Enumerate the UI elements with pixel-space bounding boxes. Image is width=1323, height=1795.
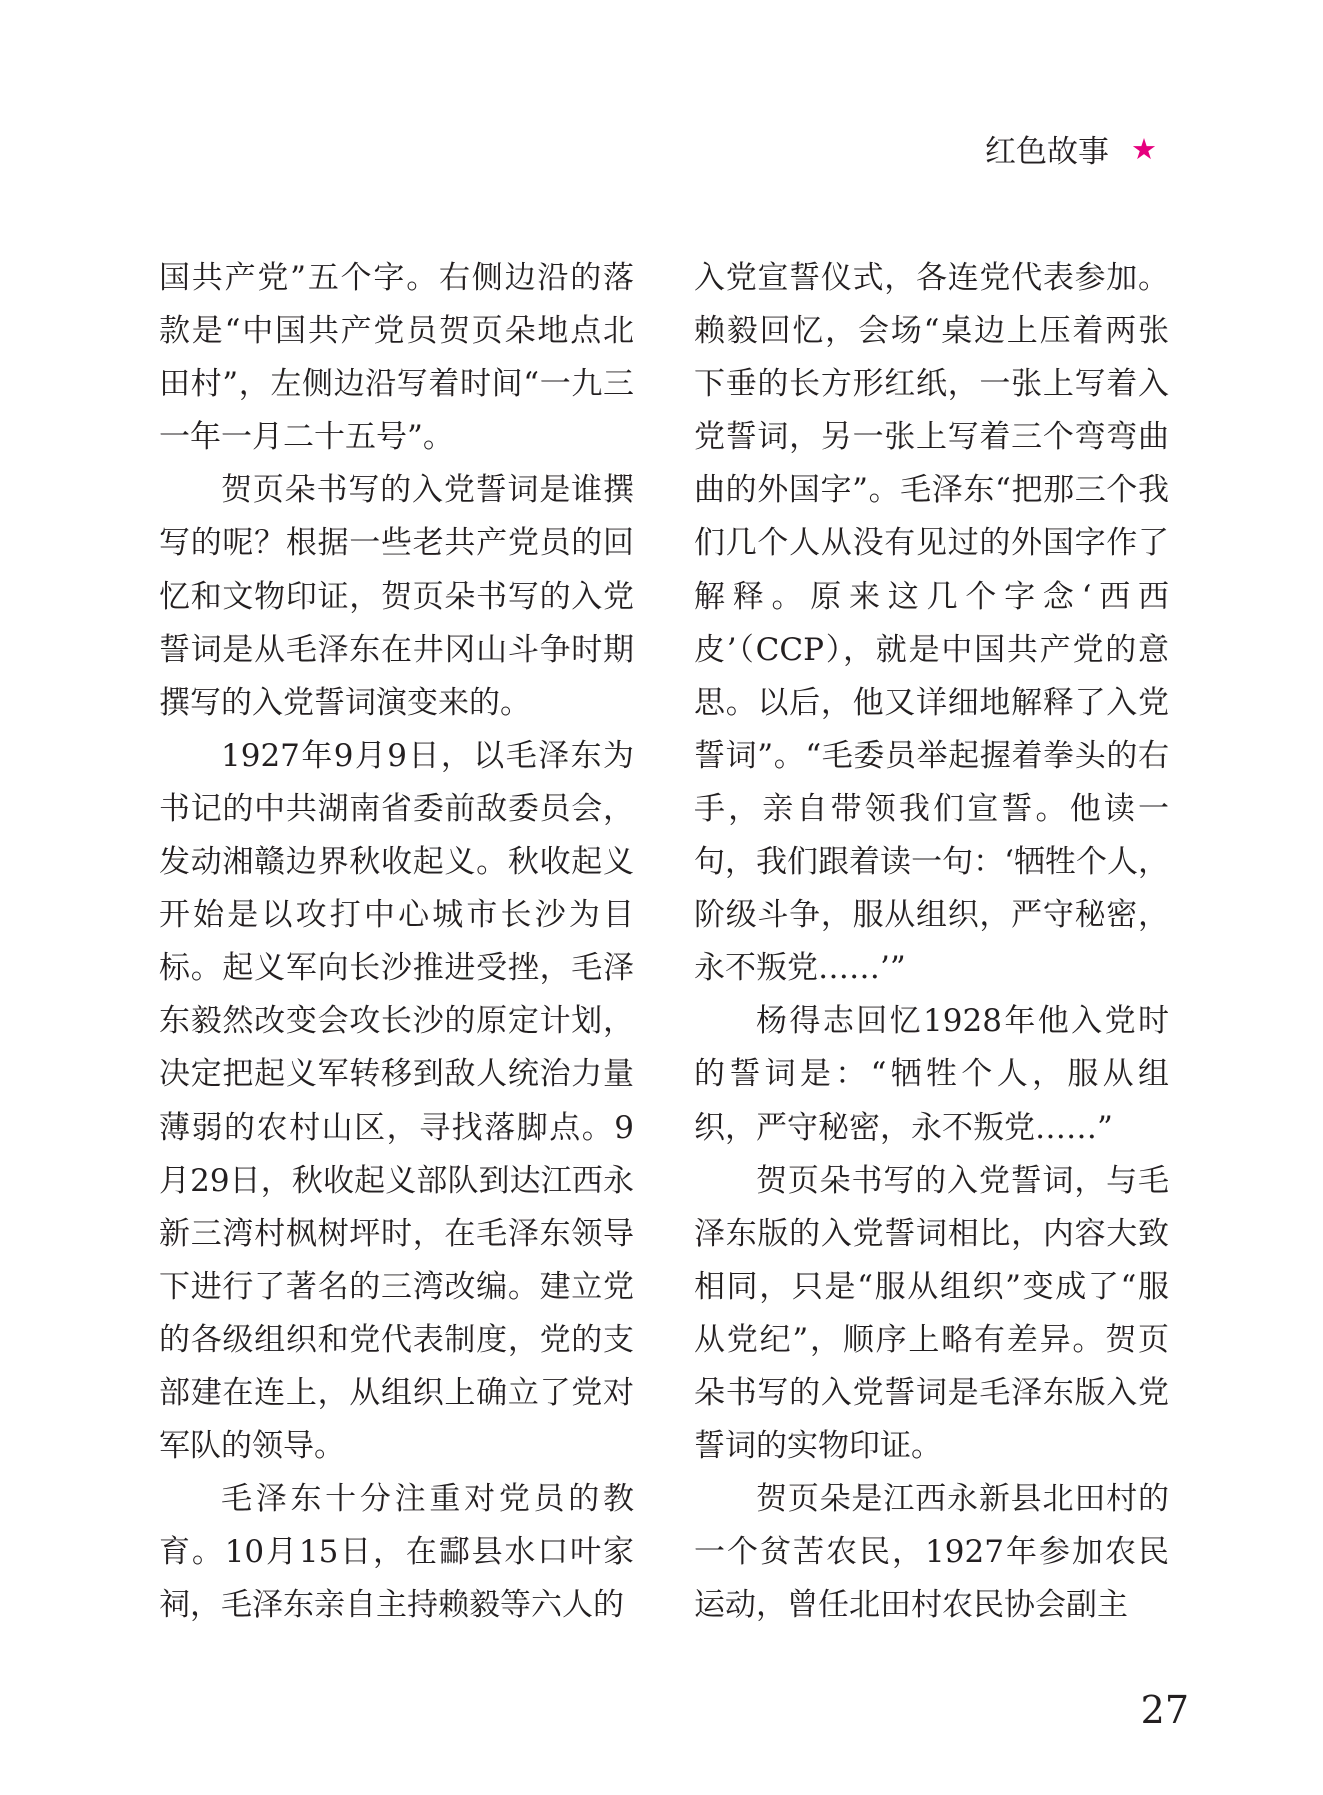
paragraph: 贺页朵是江西永新县北田村的一个贫苦农民，1927年参加农民运动，曾任北田村农民协会副主 xyxy=(694,1481,1169,1624)
star-icon: ★ xyxy=(1131,131,1157,166)
page-number: 27 xyxy=(1140,1688,1189,1732)
paragraph: 毛泽东十分注重对党员的教育。10月15日，在酃县水口叶家祠，毛泽东亲自主持赖毅等六人的 xyxy=(159,1481,634,1624)
right-column xyxy=(694,252,1169,1632)
paragraph: 入党宣誓仪式，各连党代表参加。赖毅回忆，会场“桌边上压着两张下垂的长方形红纸，一张上写着入党誓词，另一张上写着三个弯弯曲曲的外国字”。毛泽东“把那三个我们几个人从没有见过的外国字作了解释。原来这几个字念‘西西皮’（CCP），就是中国共产党的意思。以后，他又详细地解释了入党誓词”。“毛委员举起握着拳头的右手，亲自带领我们宣誓。他读一句，我们跟着读一句：‘牺牲个人，阶级斗争，服从组织，严守秘密，永不叛党……’” xyxy=(694,260,1169,987)
section-title: 红色故事 xyxy=(985,134,1109,170)
paragraph: 杨得志回忆1928年他入党时的誓词是：“牺牲个人，服从组织，严守秘密，永不叛党……” xyxy=(694,1003,1169,1146)
paragraph: 国共产党”五个字。右侧边沿的落款是“中国共产党员贺页朵地点北田村”，左侧边沿写着时间“一九三一年一月二十五号”。 xyxy=(159,260,634,456)
paragraph: 1927年9月9日，以毛泽东为书记的中共湖南省委前敌委员会，发动湘赣边界秋收起义。秋收起义开始是以攻打中心城市长沙为目标。起义军向长沙推进受挫，毛泽东毅然改变会攻长沙的原定计划，决定把起义军转移到敌人统治力量薄弱的农村山区，寻找落脚点。9月29日，秋收起义部队到达江西永新三湾村枫树坪时，在毛泽东领导下进行了著名的三湾改编。建立党的各级组织和党代表制度，党的支部建在连上，从组织上确立了党对军队的领导。 xyxy=(159,737,634,1465)
paragraph: 贺页朵书写的入党誓词是谁撰写的呢？根据一些老共产党员的回忆和文物印证，贺页朵书写的入党誓词是从毛泽东在井冈山斗争时期撰写的入党誓词演变来的。 xyxy=(159,472,634,721)
paragraph: 贺页朵书写的入党誓词，与毛泽东版的入党誓词相比，内容大致相同，只是“服从组织”变成了“服从党纪”，顺序上略有差异。贺页朵书写的入党誓词是毛泽东版入党誓词的实物印证。 xyxy=(694,1162,1169,1465)
left-column xyxy=(159,252,634,1632)
running-header xyxy=(985,126,1157,171)
